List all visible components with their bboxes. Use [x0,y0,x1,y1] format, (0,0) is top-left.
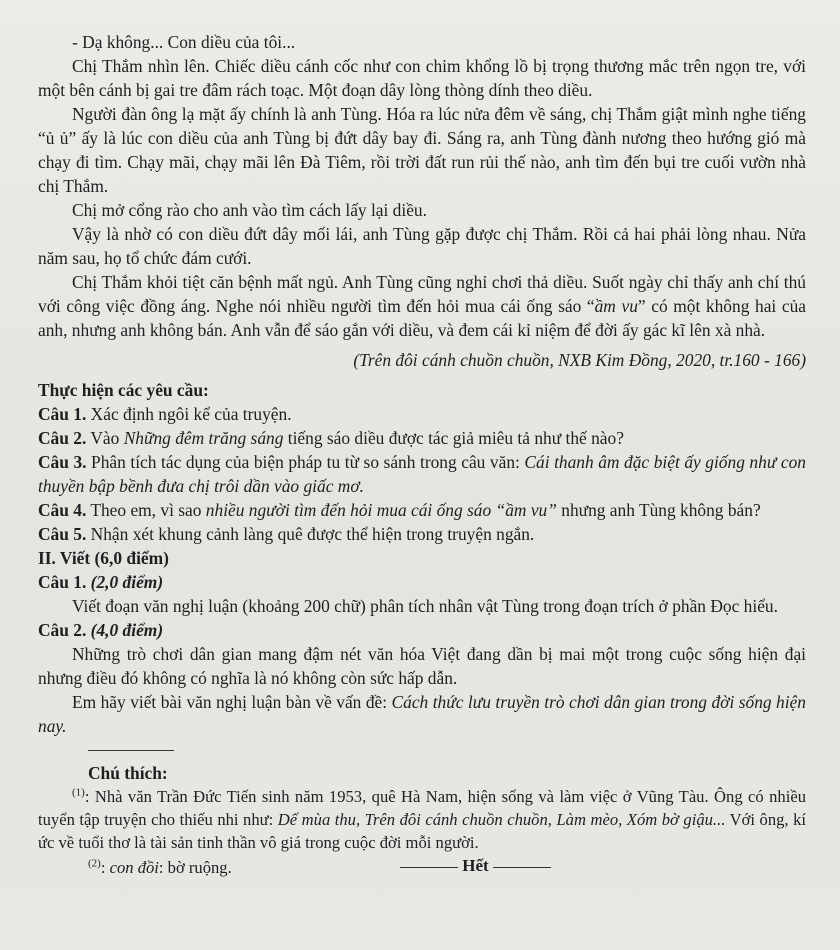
writing-question-2-task: Em hãy viết bài văn nghị luận bàn về vấn đề: Cách thức lưu truyền trò chơi dân gian trong đời sống hiện nay. [38,692,806,736]
end-marker: Hết [400,856,551,876]
story-paragraph-5: Vậy là nhờ có con diều đứt dây mối lái, anh Tùng gặp được chị Thắm. Rồi cả hai phải lòng nhau. Nửa năm sau, họ tổ chức đám cưới. [38,224,806,268]
end-line-left [400,867,458,868]
note-1: $^{(1)}$: Nhà văn Trần Đức Tiến sinh năm 1953, quê Hà Nam, hiện sống và làm việc ở Vũng Tàu. Ông có nhiều tuyển tập truyện cho thiếu nhi như: Dế mùa thu, Trên đôi cánh chuồn chuồn, Làm mèo, Xóm bờ giậu... Với ông, kí ức về tuổi thơ là tài sản tinh thần vô giá trong cuộc đời mỗi người. [38,786,806,852]
end-line-right [493,867,551,868]
question-2: Câu 2. Vào Những đêm trăng sáng tiếng sáo diều được tác giả miêu tả như thế nào? [38,428,624,448]
story-source: (Trên đôi cánh chuồn chuồn, NXB Kim Đồng, 2020, tr.160 - 166) [353,350,806,370]
question-3: Câu 3. Phân tích tác dụng của biện pháp tu từ so sánh trong câu văn: Cái thanh âm đặc biệt ấy giống như con thuyền bập bềnh đưa chị trôi dần vào giấc mơ. [38,452,806,496]
writing-heading: II. Viết (6,0 điểm) [38,548,169,568]
story-paragraph-4: Chị mở cổng rào cho anh vào tìm cách lấy lại diều. [72,200,427,220]
question-1: Câu 1. Xác định ngôi kể của truyện. [38,404,292,424]
story-paragraph-1: - Dạ không... Con diều của tôi... [72,32,296,52]
story-paragraph-3: Người đàn ông lạ mặt ấy chính là anh Tùng. Hóa ra lúc nửa đêm về sáng, chị Thắm giật mình nghe tiếng “ủ ủ” ấy là lúc con diều của anh Tùng bị đứt dây bay đi. Sáng ra, anh Tùng đành nương theo hướng gió mà chạy đi tìm. Chạy mãi, chạy mãi lên Đà Tiêm, rồi trời đất run rủi thế nào, anh tìm đến bụi tre cuối vườn nhà chị Thắm. [38,104,806,196]
writing-question-1-label: Câu 1. (2,0 điểm) [38,572,164,592]
story-paragraph-2: Chị Thắm nhìn lên. Chiếc diều cánh cốc như con chim khổng lồ bị trọng thương mắc trên ngọn tre, với một bên cánh bị gai tre đâm rách toạc. Một đoạn dây lòng thòng dính theo diều. [38,56,806,100]
note-2: $^{(2)}$: con đồi: bờ ruộng. [88,857,232,877]
writing-question-2-text: Những trò chơi dân gian mang đậm nét văn hóa Việt đang dần bị mai một trong cuộc sống hiện đại nhưng điều đó không có nghĩa là nó không còn sức hấp dẫn. [38,644,806,688]
story-paragraph-6: Chị Thắm khỏi tiệt căn bệnh mất ngủ. Anh Tùng cũng nghỉ chơi thả diều. Suốt ngày chỉ thấy anh chí thú với công việc đồng áng. Nghe nói nhiều người tìm đến hỏi mua cái ống sáo “ầm vu” có một không hai của anh, nhưng anh không bán. Anh vẫn để sáo gắn với diều, và đem cái kỉ niệm để đời ấy gác kĩ lên xà nhà. [38,272,806,340]
writing-question-2-label: Câu 2. (4,0 điểm) [38,620,164,640]
question-5: Câu 5. Nhận xét khung cảnh làng quê được thể hiện trong truyện ngắn. [38,524,535,544]
notes-footer-row [38,854,806,884]
tasks-heading: Thực hiện các yêu cầu: [38,380,209,400]
question-4: Câu 4. Theo em, vì sao nhiều người tìm đến hỏi mua cái ống sáo “ầm vu” nhưng anh Tùng không bán? [38,500,761,520]
writing-question-1-text: Viết đoạn văn nghị luận (khoảng 200 chữ) phân tích nhân vật Tùng trong đoạn trích ở phần Đọc hiểu. [72,596,778,616]
notes-divider [88,750,174,751]
notes-title: Chú thích: [88,763,168,783]
